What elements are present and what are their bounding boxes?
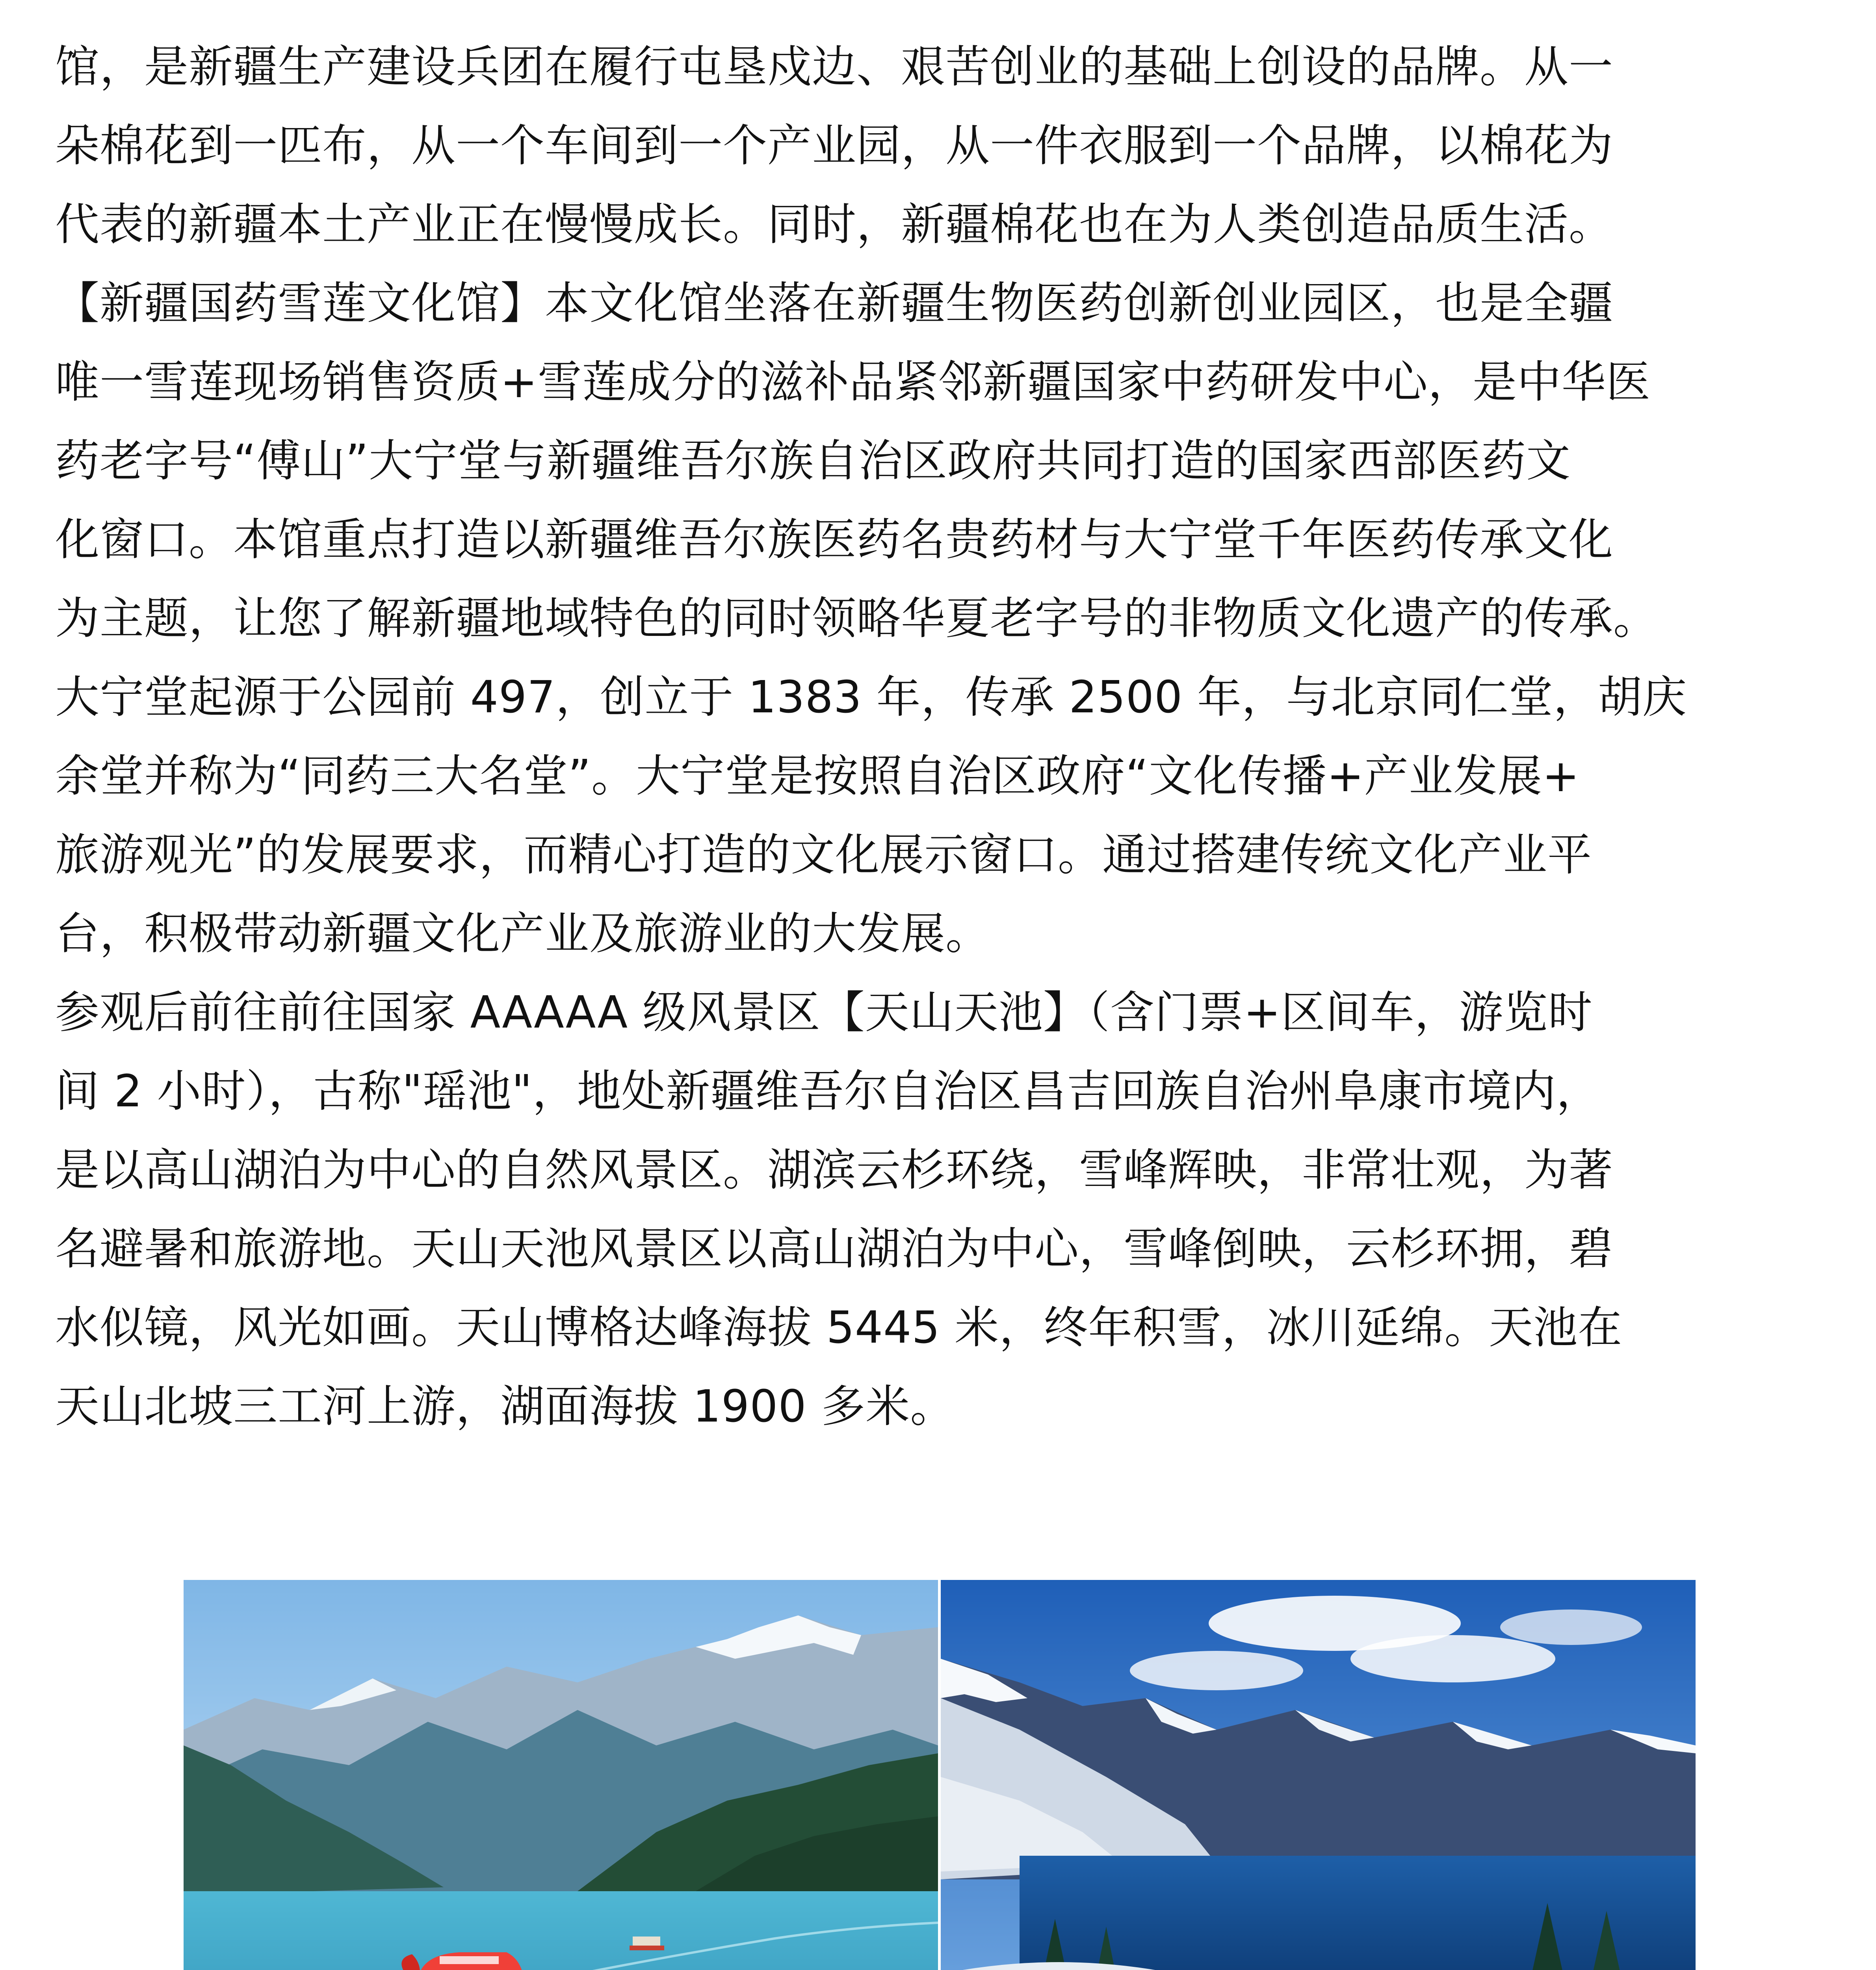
text-block-top [55,28,1828,1446]
text-line: 天山北坡三工河上游，湖面海拔 1900 多米。 [55,1381,955,1432]
text-line: 台，积极带动新疆文化产业及旅游业的大发展。 [55,908,990,959]
text-line: 药老字号“傅山”大宁堂与新疆维吾尔族自治区政府共同打造的国家西部医药文 [55,435,1571,487]
text-line: 朵棉花到一匹布，从一个车间到一个产业园，从一件衣服到一个品牌，以棉花为 [55,120,1613,171]
text-line: 旅游观光”的发展要求，而精心打造的文化展示窗口。通过搭建传统文化产业平 [55,829,1592,881]
text-line: 大宁堂起源于公园前 497，创立于 1383 年，传承 2500 年，与北京同仁堂，胡庆 [55,672,1687,723]
text-line: 代表的新疆本土产业正在慢慢成长。同时，新疆棉花也在为人类创造品质生活。 [55,199,1613,250]
text-line: 【新疆国药雪莲文化馆】本文化馆坐落在新疆生物医药创新创业园区，也是全疆 [55,278,1613,329]
text-line: 名避暑和旅游地。天山天池风景区以高山湖泊为中心，雪峰倒映，云杉环拥，碧 [55,1223,1613,1275]
lake-boat-photo [184,1580,938,1970]
lake-boat-illustration [184,1580,938,1970]
snowy-lake-illustration [941,1580,1696,1970]
text-line: 间 2 小时），古称"瑶池"，地处新疆维吾尔自治区昌吉回族自治州阜康市境内， [55,1066,1601,1117]
text-line: 是以高山湖泊为中心的自然风景区。湖滨云杉环绕，雪峰辉映，非常壮观，为著 [55,1145,1613,1196]
text-line: 馆，是新疆生产建设兵团在履行屯垦戍边、艰苦创业的基础上创设的品牌。从一 [55,41,1613,93]
snowy-lake-photo [941,1580,1696,1970]
text-line: 余堂并称为“同药三大名堂”。大宁堂是按照自治区政府“文化传播+产业发展+ [55,751,1580,802]
text-line: 化窗口。本馆重点打造以新疆维吾尔族医药名贵药材与大宁堂千年医药传承文化 [55,514,1613,565]
text-line: 唯一雪莲现场销售资质+雪莲成分的滋补品紧邻新疆国家中药研发中心，是中华医 [55,357,1651,408]
text-line: 水似镜，风光如画。天山博格达峰海拔 5445 米，终年积雪，冰川延绵。天池在 [55,1302,1623,1353]
text-line: 为主题，让您了解新疆地域特色的同时领略华夏老字号的非物质文化遗产的传承。 [55,593,1658,644]
text-line: 参观后前往前往国家 AAAAA 级风景区【天山天池】（含门票+区间车，游览时 [55,987,1593,1038]
